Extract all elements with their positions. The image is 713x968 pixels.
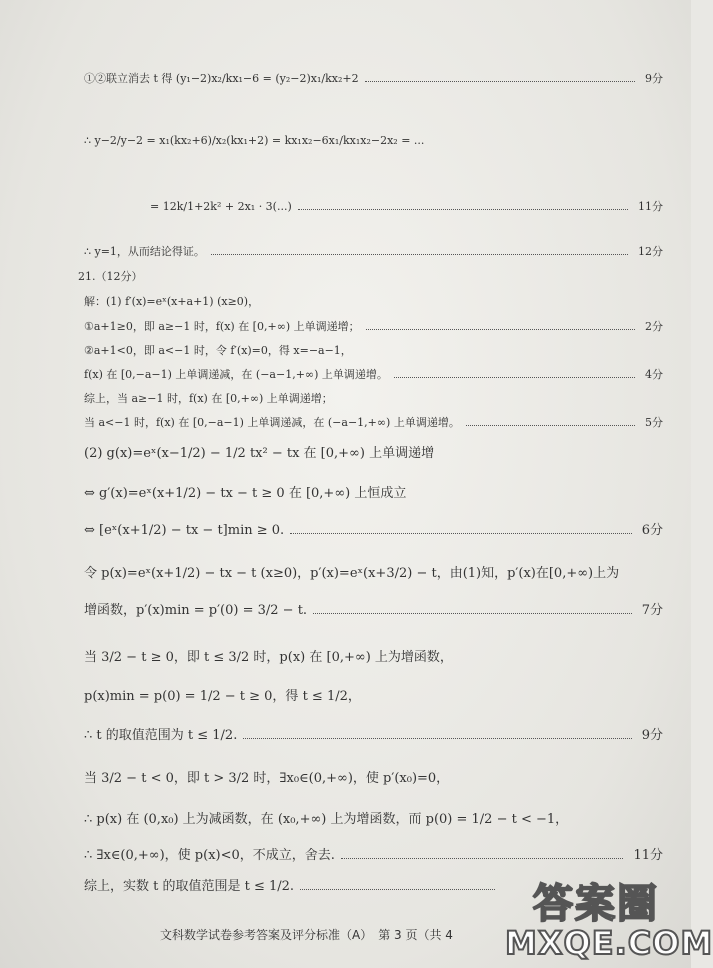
- question-heading: [78, 270, 663, 284]
- score-mark: 2分: [645, 320, 663, 333]
- line-text: 当 a<−1 时，f(x) 在 [0,−a−1) 上单调递减，在 (−a−1,+∞) 上单调递增。: [84, 416, 460, 429]
- line-text: 综上，实数 t 的取值范围是 t ≤ 1/2.: [84, 879, 295, 894]
- leader-dots: [341, 858, 624, 859]
- line-text: 21.（12分）: [78, 270, 143, 283]
- watermark-logo-text: 答案圈: [533, 881, 659, 927]
- answer-line-9: [84, 368, 663, 382]
- answer-line-20: [84, 772, 663, 786]
- answer-line-6: [84, 295, 663, 309]
- line-text: = 12k/1+2k² + 2x₁ · 3(...): [150, 200, 292, 213]
- line-text: 综上，当 a≥−1 时，f(x) 在 [0,+∞) 上单调递增；: [84, 392, 333, 405]
- answer-line-12: [84, 447, 663, 461]
- score-mark: 12分: [638, 245, 663, 258]
- leader-dots: [300, 889, 495, 890]
- score-mark: 11分: [638, 200, 663, 213]
- line-text: p(x)min = p(0) = 1/2 − t ≥ 0，得 t ≤ 1/2，: [84, 689, 361, 704]
- score-mark: 9分: [645, 72, 663, 85]
- answer-line-18: [84, 690, 663, 704]
- leader-dots: [290, 533, 632, 534]
- line-text: (2) g(x)=eˣ(x−1/2) − 1/2 tx² − tx 在 [0,+∞) 上单调递增: [84, 446, 435, 461]
- line-text: ∴ y−2/y−2 = x₁(kx₂+6)/x₂(kx₁+2) = kx₁x₂−6x₁/kx₁x₂−2x₂ = ...: [84, 134, 425, 147]
- line-text: 增函数，p′(x)min = p′(0) = 3/2 − t.: [84, 603, 308, 618]
- watermark-url: MXQE.COM: [505, 924, 713, 962]
- answer-line-22: [84, 849, 663, 863]
- answer-line-3: [150, 200, 663, 214]
- line-text: ∴ ∃x∈(0,+∞)，使 p(x)<0，不成立，舍去.: [84, 848, 335, 863]
- leader-dots: [211, 254, 628, 255]
- site-watermark: [505, 872, 713, 964]
- leader-dots: [366, 329, 635, 330]
- line-text: 当 3/2 − t < 0，即 t > 3/2 时，∃x₀∈(0,+∞)，使 p′(x₀)=0，: [84, 771, 450, 786]
- score-mark: 11分: [633, 848, 663, 863]
- score-mark: 7分: [641, 603, 663, 618]
- score-mark: 4分: [645, 368, 663, 381]
- line-text: ①②联立消去 t 得 (y₁−2)x₂/kx₁−6 = (y₂−2)x₁/kx₂+2: [84, 72, 359, 85]
- leader-dots: [394, 377, 635, 378]
- answer-line-23: [84, 880, 501, 894]
- score-mark: 9分: [641, 728, 663, 743]
- answer-line-7: [84, 320, 663, 334]
- line-text: ⇔ g′(x)=eˣ(x+1/2) − tx − t ≥ 0 在 [0,+∞) 上恒成立: [84, 486, 407, 501]
- answer-line-1: [84, 72, 663, 86]
- line-text: ∴ y=1，从而结论得证。: [84, 245, 205, 258]
- leader-dots: [313, 613, 632, 614]
- answer-line-2: [84, 134, 663, 148]
- answer-line-17: [84, 651, 663, 665]
- leader-dots: [365, 81, 635, 82]
- answer-line-10: [84, 392, 663, 406]
- answer-line-13: [84, 487, 663, 501]
- answer-line-8: [84, 344, 663, 358]
- line-text: ②a+1<0，即 a<−1 时，令 f′(x)=0，得 x=−a−1，: [84, 344, 352, 357]
- leader-dots: [466, 425, 635, 426]
- answer-line-15: [84, 567, 663, 581]
- page-footer: 文科数学试卷参考答案及评分标准（A） 第 3 页（共 4: [160, 928, 453, 942]
- line-text: ①a+1≥0，即 a≥−1 时，f(x) 在 [0,+∞) 上单调递增；: [84, 320, 360, 333]
- answer-line-11: [84, 416, 663, 430]
- score-mark: 6分: [641, 523, 663, 538]
- line-text: ⇔ [eˣ(x+1/2) − tx − t]min ≥ 0.: [84, 523, 285, 538]
- line-text: f(x) 在 [0,−a−1) 上单调递减，在 (−a−1,+∞) 上单调递增。: [84, 368, 388, 381]
- answer-line-14: [84, 524, 663, 538]
- answer-line-21: [84, 813, 663, 827]
- leader-dots: [298, 209, 628, 210]
- line-text: 解：(1) f′(x)=eˣ(x+a+1) (x≥0)，: [84, 295, 260, 308]
- leader-dots: [243, 738, 631, 739]
- answer-line-19: [84, 729, 663, 743]
- line-text: 令 p(x)=eˣ(x+1/2) − tx − t (x≥0)，p′(x)=eˣ(x+3/2) − t，由(1)知，p′(x)在[0,+∞)上为: [84, 566, 620, 581]
- answer-line-4: [84, 245, 663, 259]
- line-text: 当 3/2 − t ≥ 0，即 t ≤ 3/2 时，p(x) 在 [0,+∞) 上为增函数，: [84, 650, 453, 665]
- answer-line-16: [84, 604, 663, 618]
- score-mark: 5分: [645, 416, 663, 429]
- line-text: ∴ t 的取值范围为 t ≤ 1/2.: [84, 728, 238, 743]
- line-text: ∴ p(x) 在 (0,x₀) 上为减函数，在 (x₀,+∞) 上为增函数，而 p(0) = 1/2 − t < −1，: [84, 812, 569, 827]
